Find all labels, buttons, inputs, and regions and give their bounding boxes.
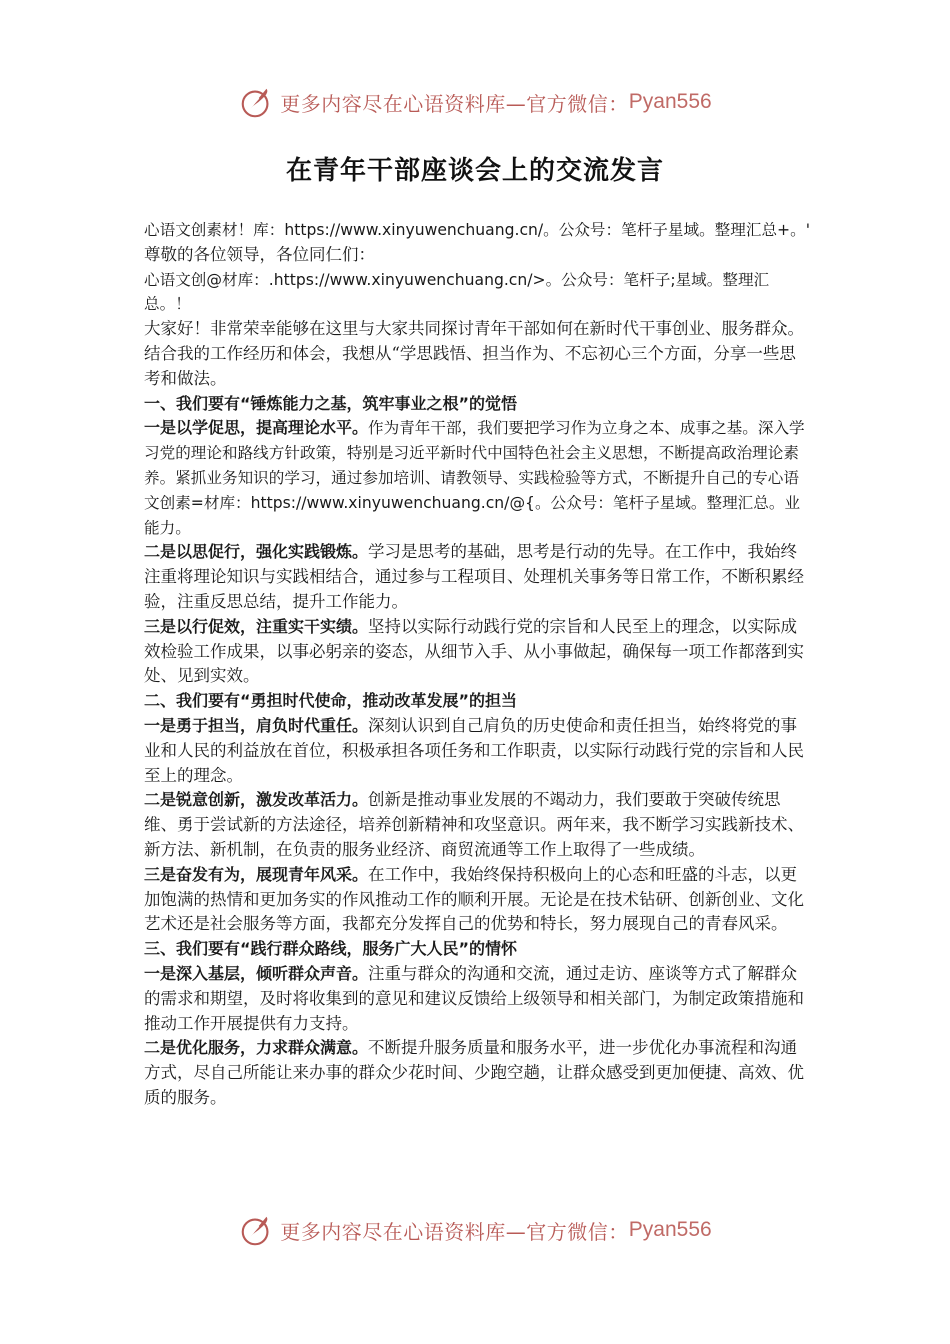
- header-banner: [0, 82, 950, 122]
- paragraph-body: 不断提升服务质量和服务水平，进一步优化办事流程和沟通方式，尽自己所能让来办事的群众少花时间、少跑空趟，让群众感受到更加便捷、高效、优质的服务。: [144, 1038, 804, 1107]
- watermark-line: 心语文创@材库：.https://www.xinyuwenchuang.cn/>。公众号：笔杆子;星域。整理汇总。！: [144, 270, 770, 314]
- section-heading: 二、我们要有“勇担时代使命，推动改革发展”的担当: [144, 691, 518, 711]
- paragraph-lead: 三是奋发有为，展现青年风采。: [144, 864, 369, 884]
- paragraph-body: 注重与群众的沟通和交流，通过走访、座谈等方式了解群众的需求和期望，及时将收集到的意见和建议反馈给上级领导和相关部门，为制定政策措施和推动工作开展提供有力支持。: [144, 963, 804, 1033]
- paragraph-body: 在工作中，我始终保持积极向上的心态和旺盛的斗志，以更加饱满的热情和更加务实的作风推动工作的顺利开展。无论是在技术钻研、创新创业、文化艺术还是社会服务等方面，我都充分发挥自己的优势和特长，努力展现自己的青春风采。: [144, 864, 804, 934]
- paragraph: [144, 714, 810, 788]
- paragraph: [144, 788, 810, 862]
- footer-banner: [0, 1210, 950, 1250]
- paragraph-lead: 一是勇于担当，肩负时代重任。: [144, 715, 369, 735]
- paragraph-body: 作为青年干部，我们要把学习作为立身之本、成事之基。深入学习党的理论和路线方针政策，特别是习近平新时代中国特色社会主义思想，不断提高政治理论素养。紧抓业务知识的学习，通过参加培训、请教领导、实践检验等方式，不断提升自己的专心语文创素=材库：https://www.xinyuwenchuang.cn/@{。公众号：笔杆子星域。整理汇总。业能力。: [144, 419, 805, 537]
- paragraph-lead: 一是以学促思，提高理论水平。: [144, 418, 369, 438]
- banner-text: 更多内容尽在心语资料库—官方微信：: [280, 1219, 629, 1244]
- paragraph-body: 创新是推动事业发展的不竭动力，我们要敢于突破传统思维、勇于尝试新的方法途径，培养创新精神和攻坚意识。两年来，我不断学习实践新技术、新方法、新机制，在负责的服务业经济、商贸流通等工作上取得了一些成绩。: [144, 790, 804, 859]
- paragraph-body: 学习是思考的基础，思考是行动的先导。在工作中，我始终注重将理论知识与实践相结合，通过参与工程项目、处理机关事务等日常工作，不断积累经验，注重反思总结，提升工作能力。: [144, 542, 804, 611]
- paragraph-lead: 一是深入基层，倾听群众声音。: [144, 963, 369, 983]
- banner-text: 更多内容尽在心语资料库—官方微信：: [280, 91, 629, 116]
- paragraph-lead: 二是优化服务，力求群众满意。: [144, 1038, 369, 1058]
- section-heading: 一、我们要有“锤炼能力之基，筑牢事业之根”的觉悟: [144, 393, 518, 413]
- paragraph: [144, 863, 810, 937]
- intro-paragraph: 大家好！非常荣幸能够在这里与大家共同探讨青年干部如何在新时代干事创业、服务群众。结合我的工作经历和体会，我想从“学思践悟、担当作为、不忘初心三个方面，分享一些思考和做法。: [144, 319, 804, 388]
- banner-wechat-id: Pyan556: [628, 90, 712, 113]
- paragraph: [144, 1036, 810, 1110]
- paragraph-body: 深刻认识到自己肩负的历史使命和责任担当，始终将党的事业和人民的利益放在首位，积极承担各项任务和工作职责，以实际行动践行党的宗旨和人民至上的理念。: [144, 715, 804, 785]
- paragraph: [144, 962, 810, 1036]
- paragraph-body: 坚持以实际行动践行党的宗旨和人民至上的理念，以实际成效检验工作成果，以事必躬亲的姿态，从细节入手、从小事做起，确保每一项工作都落到实处、见到实效。: [144, 616, 804, 686]
- document-body: [144, 218, 810, 1111]
- paragraph: [144, 615, 810, 689]
- paragraph: [144, 540, 810, 614]
- paragraph: [144, 416, 810, 540]
- paragraph-lead: 二是以思促行，强化实践锻炼。: [144, 542, 369, 562]
- section-heading: 三、我们要有“践行群众路线，服务广大人民”的情怀: [144, 939, 518, 959]
- banner-wechat-id: Pyan556: [628, 1218, 712, 1241]
- feather-pen-circle-icon: [238, 83, 276, 121]
- document-title: 在青年干部座谈会上的交流发言: [285, 156, 664, 186]
- paragraph-lead: 三是以行促效，注重实干实绩。: [144, 616, 369, 636]
- watermark-line: 心语文创素材！库：https://www.xinyuwenchuang.cn/。公众号：笔杆子星域。整理汇总+。': [144, 221, 811, 239]
- feather-pen-circle-icon: [238, 1211, 276, 1249]
- paragraph-lead: 二是锐意创新，激发改革活力。: [144, 790, 369, 810]
- greeting: 尊敬的各位领导，各位同仁们：: [144, 244, 375, 264]
